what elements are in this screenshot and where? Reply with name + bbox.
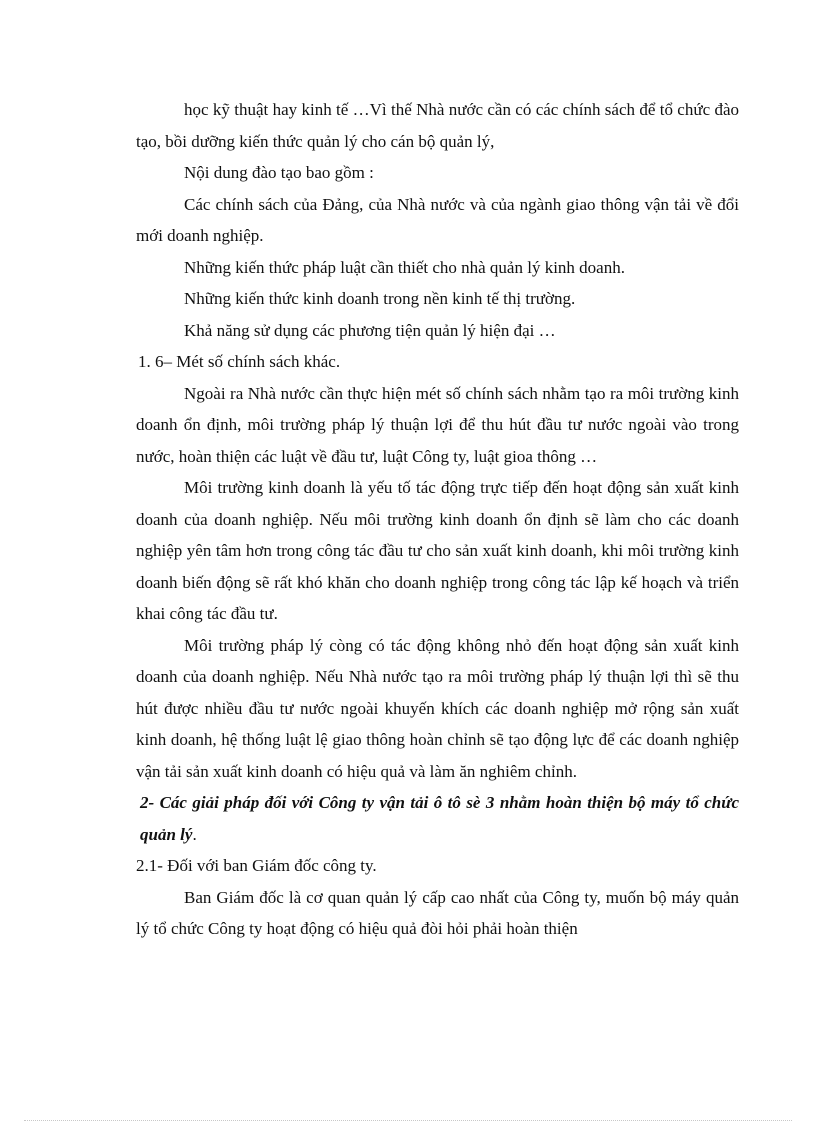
paragraph-business-knowledge: Những kiến thức kinh doanh trong nền kinh tế thị trường.	[184, 289, 576, 308]
paragraph-board-of-directors: Ban Giám đốc là cơ quan quản lý cấp cao nhất của Công ty, muốn bộ máy quản lý tổ chức Công ty hoạt động có hiệu quả đòi hỏi phải hoàn thiện	[136, 887, 739, 938]
paragraph-business-environment: Môi trường kinh doanh là yếu tố tác động trực tiếp đến hoạt động sản xuất kinh doanh của doanh nghiệp. Nếu môi trường kinh doanh ổn định sẽ làm cho các doanh nghiệp yên tâm hơn trong công tác đầu tư cho sản xuất kinh doanh, khi môi trường kinh doanh biến động sẽ rất khó khăn cho doanh nghiệp trong công tác lập kế hoạch và triển khai công tác đầu tư.	[136, 478, 739, 623]
section-heading-2-period: .	[192, 824, 197, 844]
section-heading-2-text: 2- Các giải pháp đối với Công ty vận tải ô tô sè 3 nhằm hoàn thiện bộ máy tổ chức quản lý	[140, 793, 739, 844]
document-page	[136, 94, 739, 945]
paragraph-party-policies: Các chính sách của Đảng, của Nhà nước và của ngành giao thông vận tải về đổi mới doanh nghiệp.	[136, 194, 739, 245]
section-heading-1-6: 1. 6– Mét số chính sách khác.	[138, 352, 341, 371]
paragraph-legal-environment: Môi trường pháp lý còng có tác động không nhỏ đến hoạt động sản xuất kinh doanh của doanh nghiệp. Nếu Nhà nước tạo ra môi trường pháp lý thuận lợi thì sẽ thu hút được nhiều đầu tư nước ngoài khuyến khích các doanh nghiệp mở rộng sản xuất kinh doanh, hệ thống luật lệ giao thông hoàn chỉnh sẽ tạo động lực để các doanh nghiệp vận tải sản xuất kinh doanh có hiệu quả và làm ăn nghiêm chỉnh.	[136, 635, 739, 781]
paragraph-training-policy: học kỹ thuật hay kinh tế …Vì thế Nhà nước cần có các chính sách để tổ chức đào tạo, bồi dưỡng kiến thức quản lý cho cán bộ quản lý,	[136, 100, 739, 151]
section-heading-2-1: 2.1- Đối với ban Giám đốc công ty.	[136, 856, 377, 875]
section-heading-2	[140, 787, 739, 850]
paragraph-legal-knowledge: Những kiến thức pháp luật cần thiết cho nhà quản lý kinh doanh.	[184, 257, 625, 277]
paragraph-other-policies: Ngoài ra Nhà nước cần thực hiện mét số chính sách nhằm tạo ra môi trường kinh doanh ổn định, môi trường pháp lý thuận lợi để thu hút đầu tư nước ngoài vào trong nước, hoàn thiện các luật về đầu tư, luật Công ty, luật gioa thông …	[136, 383, 739, 466]
page-bottom-divider	[24, 1120, 792, 1121]
paragraph-management-tools: Khả năng sử dụng các phương tiện quản lý hiện đại …	[184, 320, 556, 340]
paragraph-training-content: Nội dung đào tạo bao gồm :	[184, 163, 374, 182]
